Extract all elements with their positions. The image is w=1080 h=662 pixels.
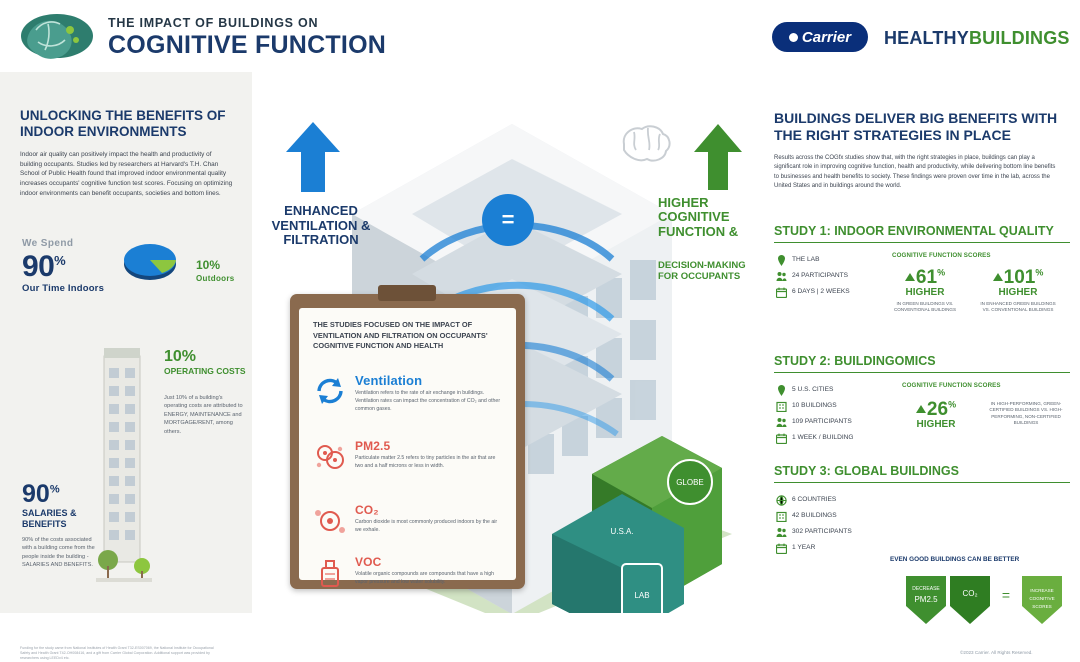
building-icon — [776, 401, 787, 412]
fact-row — [776, 268, 872, 284]
outdoors-label: Outdoors — [196, 274, 235, 283]
fact-row — [776, 508, 880, 524]
score-word: HIGHER — [998, 287, 1038, 298]
salaries-label: SALARIES & BENEFITS — [22, 508, 77, 529]
study-2 — [774, 354, 1070, 373]
header — [0, 0, 1080, 75]
location-icon — [776, 385, 787, 396]
svg-text:LAB: LAB — [634, 591, 650, 600]
location-icon — [776, 255, 787, 266]
people-icon — [776, 271, 787, 282]
up-arrow-icon — [993, 273, 1003, 281]
salaries-value: 90% — [22, 480, 60, 508]
score-caption: IN HIGH-PERFORMING, GREEN-CERTIFIED BUILDINGS VS. HIGH-PERFORMING, NON-CERTIFIED BUILDINGS — [989, 401, 1063, 426]
calendar-icon — [776, 433, 787, 444]
fact-text: 1 WEEK / BUILDING — [792, 434, 854, 441]
left-panel — [0, 72, 252, 661]
header-title — [108, 16, 386, 60]
we-spend-label: We Spend — [22, 238, 74, 249]
svg-text:COGNITIVE: COGNITIVE — [1029, 596, 1055, 601]
svg-text:CO₂: CO₂ — [962, 589, 978, 598]
right-panel — [764, 72, 1080, 655]
healthy-buildings-wordmark — [884, 28, 1070, 49]
clipboard-clamp-icon — [378, 285, 436, 301]
svg-text:=: = — [1001, 587, 1011, 603]
higher-cognitive-sublabel: DECISION-MAKING FOR OCCUPANTS — [658, 260, 746, 283]
time-indoors-percent: % — [54, 253, 66, 268]
fact-row — [776, 398, 880, 414]
fact-text: 109 PARTICIPANTS — [792, 418, 852, 425]
clipboard-heading: THE STUDIES FOCUSED ON THE IMPACT OF VENTILATION AND FILTRATION ON OCCUPANTS' COGNITIVE FUNCTION AND HEALTH — [313, 320, 488, 351]
time-indoors-number: 90 — [22, 250, 55, 283]
globe-icon — [776, 495, 787, 506]
svg-text:U.S.A.: U.S.A. — [610, 527, 634, 536]
calendar-icon — [776, 287, 787, 298]
operating-costs-body: Just 10% of a building's operating costs are attributed to ENERGY, MAINTENANCE and MORTGAGE/RENT, among others. — [164, 395, 243, 435]
header-main-title: COGNITIVE FUNCTION — [108, 31, 387, 59]
clipboard-item-title: PM2.5 — [355, 439, 391, 453]
fact-row — [776, 414, 880, 430]
people-icon — [776, 417, 787, 428]
fact-text: 42 BUILDINGS — [792, 512, 837, 519]
our-time-indoors-label: Our Time Indoors — [22, 283, 105, 294]
healthy-text: HEALTHY — [884, 28, 969, 48]
study-2-score-caption — [986, 398, 1066, 427]
clipboard-item-body: Carbon dioxide is most commonly produced indoors by the air we exhale. — [355, 519, 498, 533]
time-indoors-value — [22, 250, 65, 284]
co2-icon — [313, 504, 347, 538]
time-indoors-pie-chart — [122, 232, 178, 288]
buildings-text: BUILDINGS — [968, 28, 1070, 48]
study-1-scores-label: COGNITIVE FUNCTION SCORES — [892, 252, 991, 259]
fact-text: 10 BUILDINGS — [792, 402, 837, 409]
svg-text:SCORES: SCORES — [1032, 604, 1052, 609]
left-panel-body: Indoor air quality can positively impact the health and productivity of building occupants. Studies led by researchers at Harvard's T.H. Chan School of Public Health found that improved indoor environmental quality increases occupants' cognitive function test scores. Focusing on optimizing indoor environments can benefit occupants, societies and bottom lines. — [20, 151, 233, 197]
calendar-icon — [776, 543, 787, 554]
clipboard — [290, 294, 525, 589]
equals-badge — [482, 194, 534, 246]
fact-row — [776, 252, 872, 268]
clipboard-item-body: Ventilation refers to the rate of air exchange in buildings. Ventilation rates can impact the concentration of CO₂ and other common gases. — [355, 390, 501, 412]
enhanced-ventilation-arrow-icon — [284, 120, 342, 194]
fact-text: 5 U.S. CITIES — [792, 386, 834, 393]
carrier-dot-icon — [789, 33, 798, 42]
higher-cognitive-label: HIGHER COGNITIVE FUNCTION & — [658, 195, 739, 239]
brain-icon — [610, 120, 680, 168]
study-1-facts — [776, 252, 872, 300]
study-3-banner: EVEN GOOD BUILDINGS CAN BE BETTER — [890, 556, 1020, 563]
score-word: HIGHER — [916, 419, 956, 430]
particulate-icon — [313, 440, 347, 474]
up-arrow-icon — [905, 273, 915, 281]
fact-row — [776, 524, 880, 540]
svg-text:INCREASE: INCREASE — [1030, 588, 1054, 593]
fact-text: 302 PARTICIPANTS — [792, 528, 852, 535]
ventilation-cycle-icon — [313, 374, 347, 408]
score-value: 61% — [888, 268, 962, 287]
fact-row — [776, 430, 880, 446]
study-3-heading: STUDY 3: GLOBAL BUILDINGS — [774, 464, 1070, 483]
clipboard-item-title: CO₂ — [355, 503, 379, 517]
clipboard-item-title: Ventilation — [355, 373, 423, 388]
salaries-body: 90% of the costs associated with a building come from the people inside the building - SALARIES AND BENEFITS. — [22, 537, 95, 569]
voc-icon — [313, 556, 347, 590]
footnote: Funding for the study came from National Institutes of Health Grant T32-ES007069, the National Institute for Occupational Safety and Health Grant T42-OH008416, and a gift from Carrier Global Corporation. Additional support was provided by researchers using LEEDv4 etc. — [20, 646, 214, 661]
score-caption: IN ENHANCED GREEN BUILDINGS VS. CONVENTIONAL BUILDINGS — [980, 301, 1056, 313]
air-cycle-icon — [336, 114, 398, 176]
study-3-facts — [776, 492, 880, 556]
carrier-logo — [772, 22, 868, 52]
fact-text: 6 COUNTRIES — [792, 496, 837, 503]
score-word: HIGHER — [905, 287, 945, 298]
left-panel-title: UNLOCKING THE BENEFITS OF INDOOR ENVIRONMENTS — [20, 108, 226, 140]
clipboard-sheet — [299, 308, 516, 585]
brain-logo-icon — [18, 10, 96, 62]
study-3 — [774, 464, 1070, 483]
study-2-heading: STUDY 2: BUILDINGOMICS — [774, 354, 1070, 373]
study-2-score-1 — [896, 400, 976, 430]
study-1-score-2 — [978, 268, 1058, 314]
enhanced-ventilation-label: ENHANCED VENTILATION & FILTRATION — [271, 203, 371, 248]
study-1-heading: STUDY 1: INDOOR ENVIRONMENTAL QUALITY — [774, 224, 1070, 243]
score-value: 26% — [896, 400, 976, 419]
study-1 — [774, 224, 1070, 243]
svg-text:PM2.5: PM2.5 — [914, 595, 938, 604]
operating-costs-value: 10% — [164, 348, 197, 365]
clipboard-item-body: Particulate matter 2.5 refers to tiny particles in the air that are two and a half microns or less in width. — [355, 455, 496, 469]
study-3-equation — [892, 572, 1068, 628]
fact-row — [776, 382, 880, 398]
higher-cognition-arrow-icon — [692, 122, 744, 192]
right-panel-title: BUILDINGS DELIVER BIG BENEFITS WITH THE RIGHT STRATEGIES IN PLACE — [774, 110, 1058, 144]
people-icon — [776, 527, 787, 538]
score-caption: IN GREEN BUILDINGS VS. CONVENTIONAL BUILDINGS — [893, 301, 957, 313]
building-icon — [776, 511, 787, 522]
study-2-facts — [776, 382, 880, 446]
fact-text: 6 DAYS | 2 WEEKS — [792, 288, 850, 295]
svg-text:DECREASE: DECREASE — [912, 586, 940, 592]
carrier-wordmark: Carrier — [801, 28, 852, 46]
svg-text:GLOBE: GLOBE — [676, 478, 704, 487]
outdoors-value: 10% — [196, 258, 221, 272]
tower-illustration — [96, 338, 152, 584]
clipboard-item-body: Volatile organic compounds are compounds that have a high vapor pressure and low water solubility. — [355, 571, 495, 585]
clipboard-item-title: VOC — [355, 555, 382, 569]
right-panel-body: Results across the COGfx studies show that, with the right strategies in place, buildings can play a significant role in improving cognitive function, health and productivity, while delivering bottom line benefits to businesses and health benefits to society. These findings were proven over time in the lab, across the United States and in buildings around the world. — [774, 155, 1056, 189]
fact-row — [776, 284, 872, 300]
score-value: 101% — [978, 268, 1058, 287]
header-subtitle: THE IMPACT OF BUILDINGS ON — [108, 16, 319, 30]
copyright-text: ©2023 Carrier. All Rights Reserved. — [960, 650, 1033, 655]
study-1-score-1 — [888, 268, 962, 314]
fact-text: 24 PARTICIPANTS — [792, 272, 849, 279]
fact-text: THE LAB — [792, 256, 820, 263]
fact-row — [776, 492, 880, 508]
fact-text: 1 YEAR — [792, 544, 816, 551]
study-2-scores-label: COGNITIVE FUNCTION SCORES — [902, 382, 1001, 389]
operating-costs-label: OPERATING COSTS — [164, 366, 246, 376]
up-arrow-icon — [916, 405, 926, 413]
center-panel — [252, 72, 764, 613]
equals-symbol: = — [501, 207, 515, 232]
fact-row — [776, 540, 880, 556]
